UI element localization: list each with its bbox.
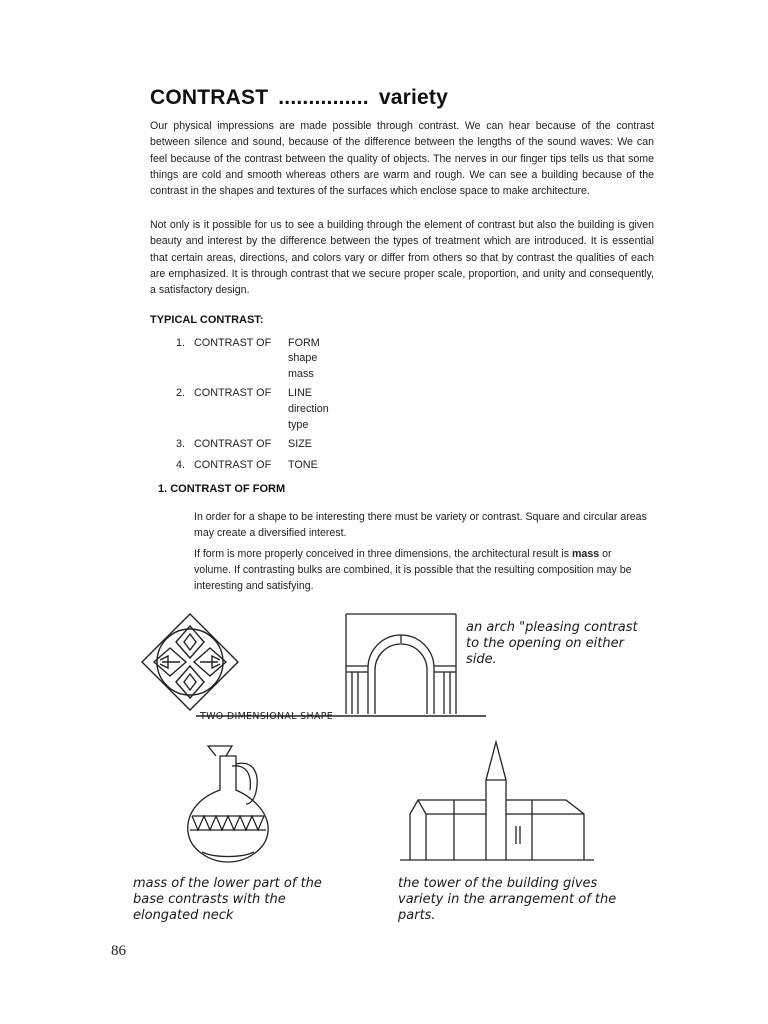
arch-caption: an arch "pleasing contrast to the opening on either side. bbox=[466, 620, 638, 667]
list-item-number: 2. bbox=[176, 387, 186, 399]
list-item-number: 3. bbox=[176, 438, 186, 450]
list-item-kind: TONE bbox=[288, 459, 318, 471]
contrast-of-form-heading: 1. CONTRAST OF FORM bbox=[158, 483, 286, 495]
arch-drawing bbox=[344, 612, 458, 716]
form-paragraph-2 bbox=[194, 546, 650, 594]
two-dimensional-shape-caption: TWO DIMENSIONAL SHAPE bbox=[200, 711, 334, 722]
two-dimensional-shape-diagram bbox=[140, 612, 240, 712]
title-dots: ............... bbox=[278, 86, 369, 109]
form-paragraph-2-start: If form is more properly conceived in three dimensions, the architectural result is bbox=[194, 548, 570, 560]
list-item-label: CONTRAST OF bbox=[194, 438, 272, 450]
jug-caption: mass of the lower part of the base contrasts with the elongated neck bbox=[133, 876, 322, 923]
intro-paragraph-1: Our physical impressions are made possible through contrast. We can hear because of the contrast between silence and sound, because of the difference between the lengths of the sound waves: We can feel because of the contrast between the quality of objects. The nerves in our finger tips tells us that some things are cold and smooth whereas others are warm and rough. We can see a building because of the contrast in the shapes and textures of the surfaces which enclose space to make architecture. bbox=[150, 120, 654, 198]
list-item-kind: LINE bbox=[288, 387, 313, 399]
page-title bbox=[150, 86, 448, 110]
form-paragraph-2-bold: mass bbox=[572, 548, 600, 560]
tower-caption: the tower of the building gives variety in the arrangement of the parts. bbox=[398, 876, 617, 923]
list-item-label: CONTRAST OF bbox=[194, 387, 272, 399]
typical-contrast-heading: TYPICAL CONTRAST: bbox=[150, 314, 264, 326]
list-item-label: CONTRAST OF bbox=[194, 459, 272, 471]
title-main: CONTRAST bbox=[150, 86, 269, 109]
list-sub-item: type bbox=[288, 419, 309, 431]
title-sub: variety bbox=[378, 86, 448, 109]
page-number: 86 bbox=[111, 943, 126, 959]
list-item-kind: SIZE bbox=[288, 438, 312, 450]
form-paragraph-1: In order for a shape to be interesting there must be variety or contrast. Square and circular areas may create a diversified interest. bbox=[194, 511, 647, 539]
list-item-number: 1. bbox=[176, 337, 186, 349]
list-sub-item: shape bbox=[288, 352, 318, 364]
list-sub-item: mass bbox=[288, 368, 314, 380]
list-item-kind: FORM bbox=[288, 337, 320, 349]
jug-drawing bbox=[180, 742, 276, 868]
list-sub-item: direction bbox=[288, 403, 329, 415]
tower-building-drawing bbox=[398, 740, 594, 866]
intro-paragraph-2: Not only is it possible for us to see a building through the element of contrast but also the building is given beauty and interest by the difference between the types of treatment which are introduced. It is essential that certain areas, directions, and colors vary or differ from others so that by contrast the qualities of each are emphasized. It is through contrast that we secure proper scale, proportion, and unity and consequently, a satisfactory design. bbox=[150, 219, 654, 297]
form-paragraph-2-end: or volume. If contrasting bulks are combined, it is possible that the resulting composition may be interesting and satisfying. bbox=[194, 548, 632, 592]
list-item-number: 4. bbox=[176, 459, 186, 471]
list-item-label: CONTRAST OF bbox=[194, 337, 272, 349]
